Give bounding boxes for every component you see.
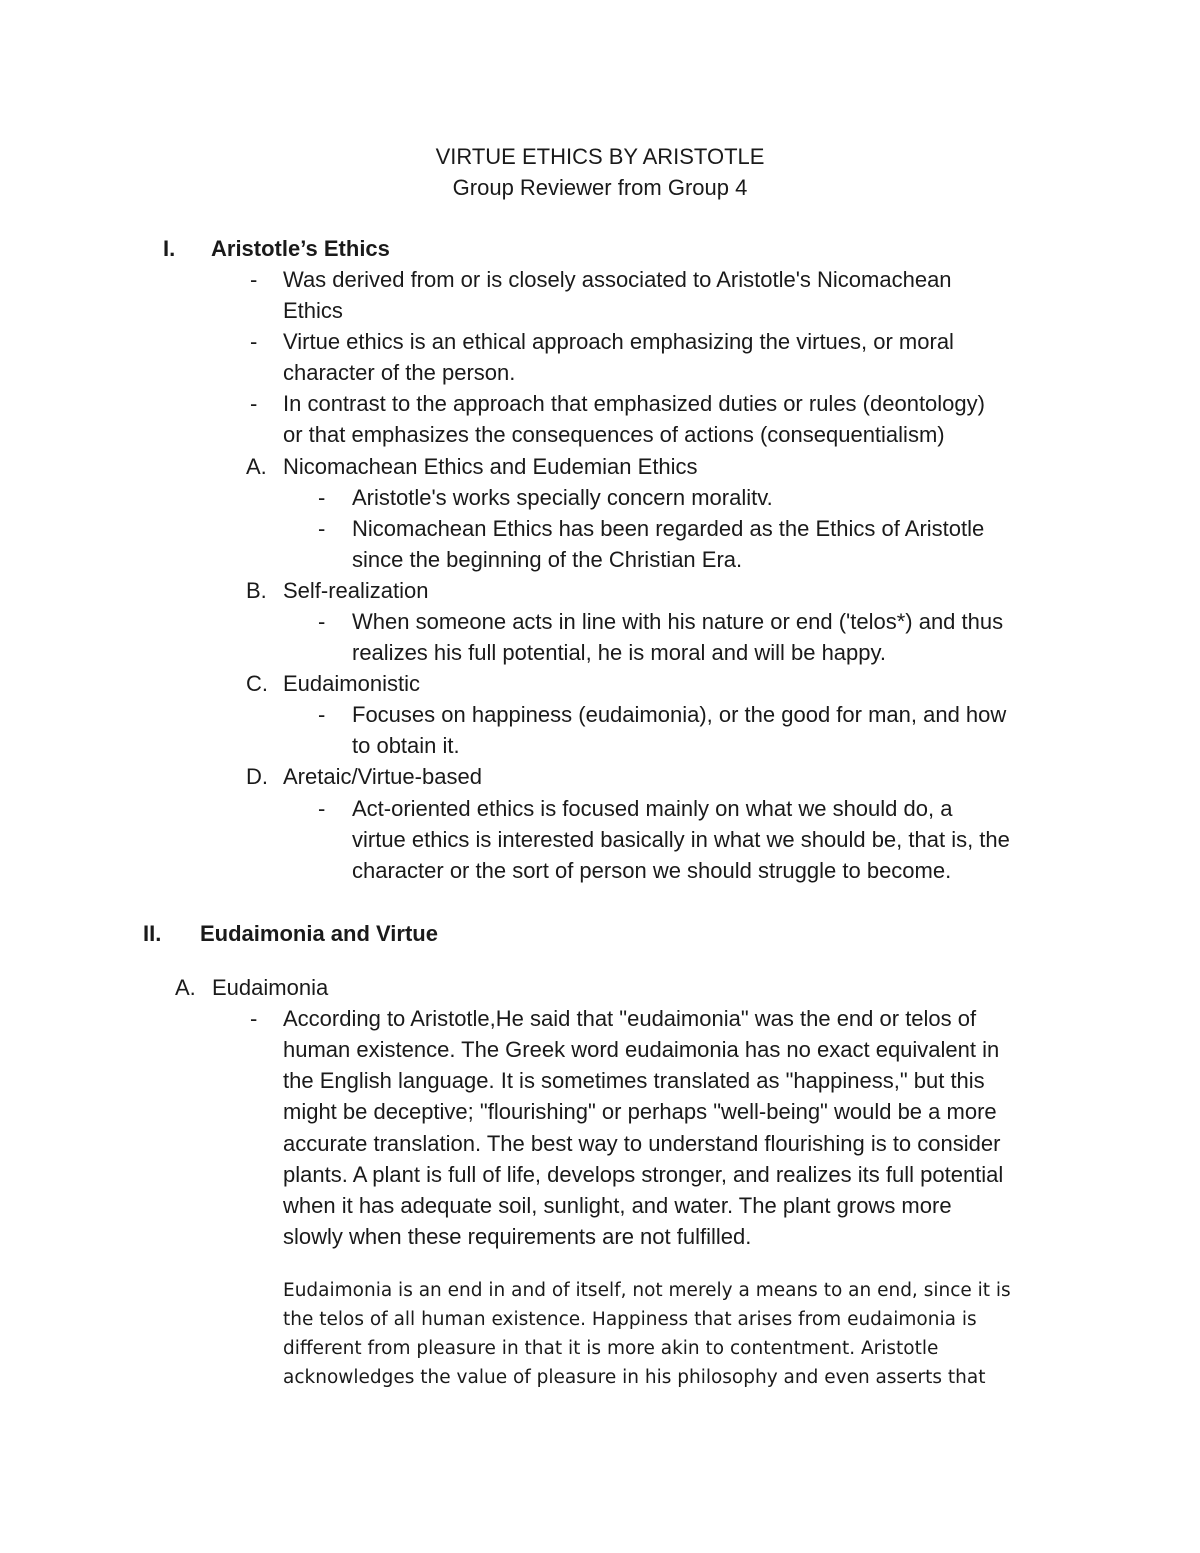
bullet-line: to obtain it. — [352, 733, 460, 758]
paragraph-line: different from pleasure in that it is more akin to contentment. Aristotle — [283, 1338, 939, 1359]
subsection-letter: B. — [246, 578, 267, 603]
bullet-line: According to Aristotle,He said that "eudaimonia" was the end or telos of — [283, 1006, 977, 1031]
subsection-title: Nicomachean Ethics and Eudemian Ethics — [283, 454, 698, 479]
section-1-heading: Aristotle’s Ethics — [211, 236, 390, 261]
paragraph-line: the telos of all human existence. Happiness that arises from eudaimonia is — [283, 1309, 977, 1330]
bullet-line: Nicomachean Ethics has been regarded as the Ethics of Aristotle — [352, 516, 985, 541]
bullet-line: realizes his full potential, he is moral and will be happy. — [352, 640, 886, 665]
bullet-marker: - — [250, 391, 258, 416]
bullet-marker: - — [318, 516, 326, 541]
subsection-letter: C. — [246, 671, 268, 696]
subsection-letter: D. — [246, 764, 268, 789]
bullet-line: when it has adequate soil, sunlight, and water. The plant grows more — [283, 1193, 952, 1218]
section-2-numeral: II. — [143, 921, 162, 946]
bullet-line: Act-oriented ethics is focused mainly on what we should do, a — [352, 796, 953, 821]
subsection-title: Self-realization — [283, 578, 429, 603]
bullet-line: Was derived from or is closely associated to Aristotle's Nicomachean — [283, 267, 952, 292]
paragraph-line: acknowledges the value of pleasure in his philosophy and even asserts that — [283, 1367, 986, 1388]
subsection-title: Eudaimonia — [212, 975, 329, 1000]
bullet-marker: - — [318, 485, 326, 510]
bullet-line: or that emphasizes the consequences of actions (consequentialism) — [283, 422, 945, 447]
section-1-numeral: I. — [163, 236, 176, 261]
bullet-marker: - — [250, 267, 258, 292]
bullet-line: character or the sort of person we should struggle to become. — [352, 858, 952, 883]
bullet-line: the English language. It is sometimes translated as "happiness," but this — [283, 1068, 985, 1093]
bullet-line: Focuses on happiness (eudaimonia), or the good for man, and how — [352, 702, 1007, 727]
subsection-letter: A. — [175, 975, 196, 1000]
bullet-line: Virtue ethics is an ethical approach emphasizing the virtues, or moral — [283, 329, 954, 354]
bullet-line: plants. A plant is full of life, develops stronger, and realizes its full potential — [283, 1162, 1004, 1187]
bullet-line: virtue ethics is interested basically in what we should be, that is, the — [352, 827, 1010, 852]
bullet-line: accurate translation. The best way to understand flourishing is to consider — [283, 1131, 1001, 1156]
bullet-line: slowly when these requirements are not fulfilled. — [283, 1224, 752, 1249]
bullet-line: In contrast to the approach that emphasized duties or rules (deontology) — [283, 391, 985, 416]
subsection-title: Eudaimonistic — [283, 671, 420, 696]
bullet-marker: - — [318, 702, 326, 727]
section-2-heading: Eudaimonia and Virtue — [200, 921, 438, 946]
bullet-line: since the beginning of the Christian Era. — [352, 547, 743, 572]
bullet-line: character of the person. — [283, 360, 516, 385]
bullet-marker: - — [250, 1006, 258, 1031]
paragraph-line: Eudaimonia is an end in and of itself, not merely a means to an end, since it is — [283, 1280, 1011, 1301]
document-subtitle: Group Reviewer from Group 4 — [452, 175, 748, 200]
subsection-title: Aretaic/Virtue-based — [283, 764, 482, 789]
document-title: VIRTUE ETHICS BY ARISTOTLE — [435, 144, 765, 169]
bullet-marker: - — [318, 609, 326, 634]
bullet-line: might be deceptive; "flourishing" or perhaps "well-being" would be a more — [283, 1099, 997, 1124]
bullet-line: human existence. The Greek word eudaimonia has no exact equivalent in — [283, 1037, 1000, 1062]
bullet-line: Aristotle's works specially concern moralitv. — [352, 485, 773, 510]
bullet-line: Ethics — [283, 298, 343, 323]
bullet-line: When someone acts in line with his nature or end ('telos*) and thus — [352, 609, 1004, 634]
bullet-marker: - — [250, 329, 258, 354]
bullet-marker: - — [318, 796, 326, 821]
subsection-letter: A. — [246, 454, 267, 479]
